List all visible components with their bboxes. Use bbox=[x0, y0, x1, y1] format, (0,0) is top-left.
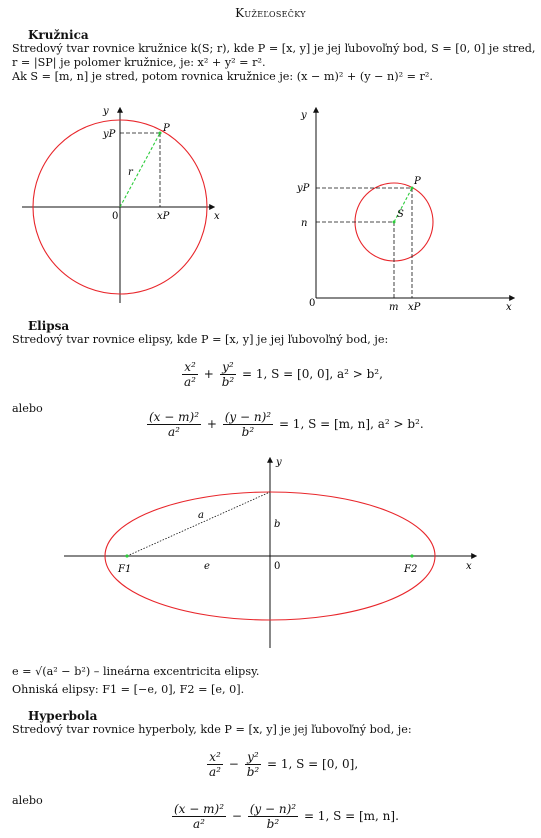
ellipse-label-f2: F2 bbox=[404, 564, 418, 575]
fig2-label-p: P bbox=[414, 176, 421, 187]
eq-denominator: b² bbox=[241, 425, 255, 439]
ellipse-label-x: x bbox=[466, 561, 472, 572]
fig1-label-origin: 0 bbox=[112, 211, 119, 222]
ellipse-focus-f1 bbox=[125, 554, 128, 557]
ellipse-label-b: b bbox=[274, 519, 281, 530]
kruznica-text-line-1: Stredový tvar rovnice kružnice k(S; r), kde P = [x, y] je jej ľubovoľný bod, S = [0, 0] je stred, bbox=[12, 42, 536, 55]
fig2-label-y: y bbox=[301, 110, 307, 121]
eq-numerator: x² bbox=[182, 360, 198, 375]
ellipse-label-e: e bbox=[204, 561, 210, 572]
page-title: Kužeľosečky bbox=[235, 6, 306, 20]
eq-denominator: a² bbox=[184, 375, 196, 389]
elipsa-equation-2: $\frac{\text{(x − m)²}}{\text{a²}}$ + $\frac{\text{(y − n)²}}{\text{b²}}$ = 1, S = [m, n], a² > b². bbox=[149, 410, 424, 439]
section-heading-hyperbola: Hyperbola bbox=[28, 709, 98, 723]
eq-denominator: a² bbox=[168, 425, 180, 439]
eq-denominator: a² bbox=[193, 817, 205, 831]
fig2-label-s: S bbox=[397, 209, 404, 220]
fig1-radius-line bbox=[120, 133, 160, 207]
fig1-label-r: r bbox=[128, 167, 133, 178]
fig2-label-xp: xP bbox=[408, 302, 421, 313]
fig1-axes bbox=[22, 108, 214, 303]
kruznica-text-line-2: r = |SP| je polomer kružnice, je: x² + y² = r². bbox=[12, 56, 266, 69]
elipsa-equation-1: $\frac{\text{x²}}{\text{a²}}$ + $\frac{\text{y²}}{\text{b²}}$ = 1, S = [0, 0], a² > b², bbox=[184, 360, 383, 389]
fig2-label-x: x bbox=[506, 302, 512, 313]
fig1-label-yp: yP bbox=[103, 129, 116, 140]
elipsa-intro: Stredový tvar rovnice elipsy, kde P = [x, y] je jej ľubovoľný bod, je: bbox=[12, 333, 389, 346]
ellipse-label-a: a bbox=[198, 510, 204, 521]
fig2-point-s bbox=[393, 221, 396, 224]
eq-numerator: x² bbox=[207, 750, 223, 765]
fig2-label-n: n bbox=[301, 218, 308, 229]
eq-numerator: (x − m)² bbox=[174, 802, 225, 816]
fig2-label-m: m bbox=[389, 302, 399, 313]
fig2-label-origin: 0 bbox=[309, 298, 316, 309]
fig1-point-p bbox=[159, 132, 162, 135]
kruznica-text-line-3: Ak S = [m, n] je stred, potom rovnica kružnice je: (x − m)² + (y − n)² = r². bbox=[12, 70, 433, 83]
fig1-label-y: y bbox=[103, 106, 109, 117]
hyperbola-equation-2: $\frac{\text{(x − m)²}}{\text{a²}}$ − $\frac{\text{(y − n)²}}{\text{b²}}$ = 1, S = [m, n]. bbox=[174, 802, 399, 831]
eq-numerator: (x − m)² bbox=[149, 410, 200, 424]
elipsa-excentricita: e = √(a² − b²) – lineárna excentricita elipsy. bbox=[12, 665, 260, 678]
elipsa-alebo: alebo bbox=[12, 402, 43, 415]
eq-numerator: y² bbox=[245, 750, 262, 765]
ellipse-label-y: y bbox=[276, 457, 282, 468]
eq-numerator: (y − n)² bbox=[224, 410, 272, 424]
fig1-label-xp: xP bbox=[157, 211, 170, 222]
fig1-label-p: P bbox=[163, 123, 170, 134]
eq-rest: = 1, S = [m, n], a² > b². bbox=[278, 417, 424, 431]
eq-rest: = 1, S = [0, 0], bbox=[267, 757, 359, 771]
eq-rest: = 1, S = [m, n]. bbox=[303, 809, 399, 823]
eq-denominator: b² bbox=[246, 765, 260, 779]
eq-denominator: b² bbox=[266, 817, 280, 831]
eq-denominator: b² bbox=[221, 375, 235, 389]
eq-numerator: y² bbox=[220, 360, 237, 375]
eq-denominator: a² bbox=[209, 765, 221, 779]
ellipse-label-origin: 0 bbox=[274, 561, 281, 572]
ellipse-label-f1: F1 bbox=[118, 564, 132, 575]
ellipse-a-segment bbox=[127, 492, 270, 556]
fig2-label-yp: yP bbox=[297, 183, 310, 194]
eq-rest: = 1, S = [0, 0], a² > b², bbox=[242, 367, 383, 381]
ellipse-focus-f2 bbox=[410, 554, 413, 557]
hyperbola-equation-1: $\frac{\text{x²}}{\text{a²}}$ − $\frac{\text{y²}}{\text{b²}}$ = 1, S = [0, 0], bbox=[209, 750, 359, 779]
section-heading-elipsa: Elipsa bbox=[28, 319, 70, 333]
hyperbola-alebo: alebo bbox=[12, 794, 43, 807]
fig2-axes bbox=[316, 108, 514, 298]
fig1-label-x: x bbox=[214, 211, 220, 222]
section-heading-kruznica: Kružnica bbox=[28, 28, 89, 42]
hyperbola-intro: Stredový tvar rovnice hyperboly, kde P = [x, y] je jej ľubovoľný bod, je: bbox=[12, 723, 412, 736]
eq-numerator: (y − n)² bbox=[249, 802, 297, 816]
elipsa-ohniska: Ohniská elipsy: F1 = [−e, 0], F2 = [e, 0]. bbox=[12, 683, 245, 696]
